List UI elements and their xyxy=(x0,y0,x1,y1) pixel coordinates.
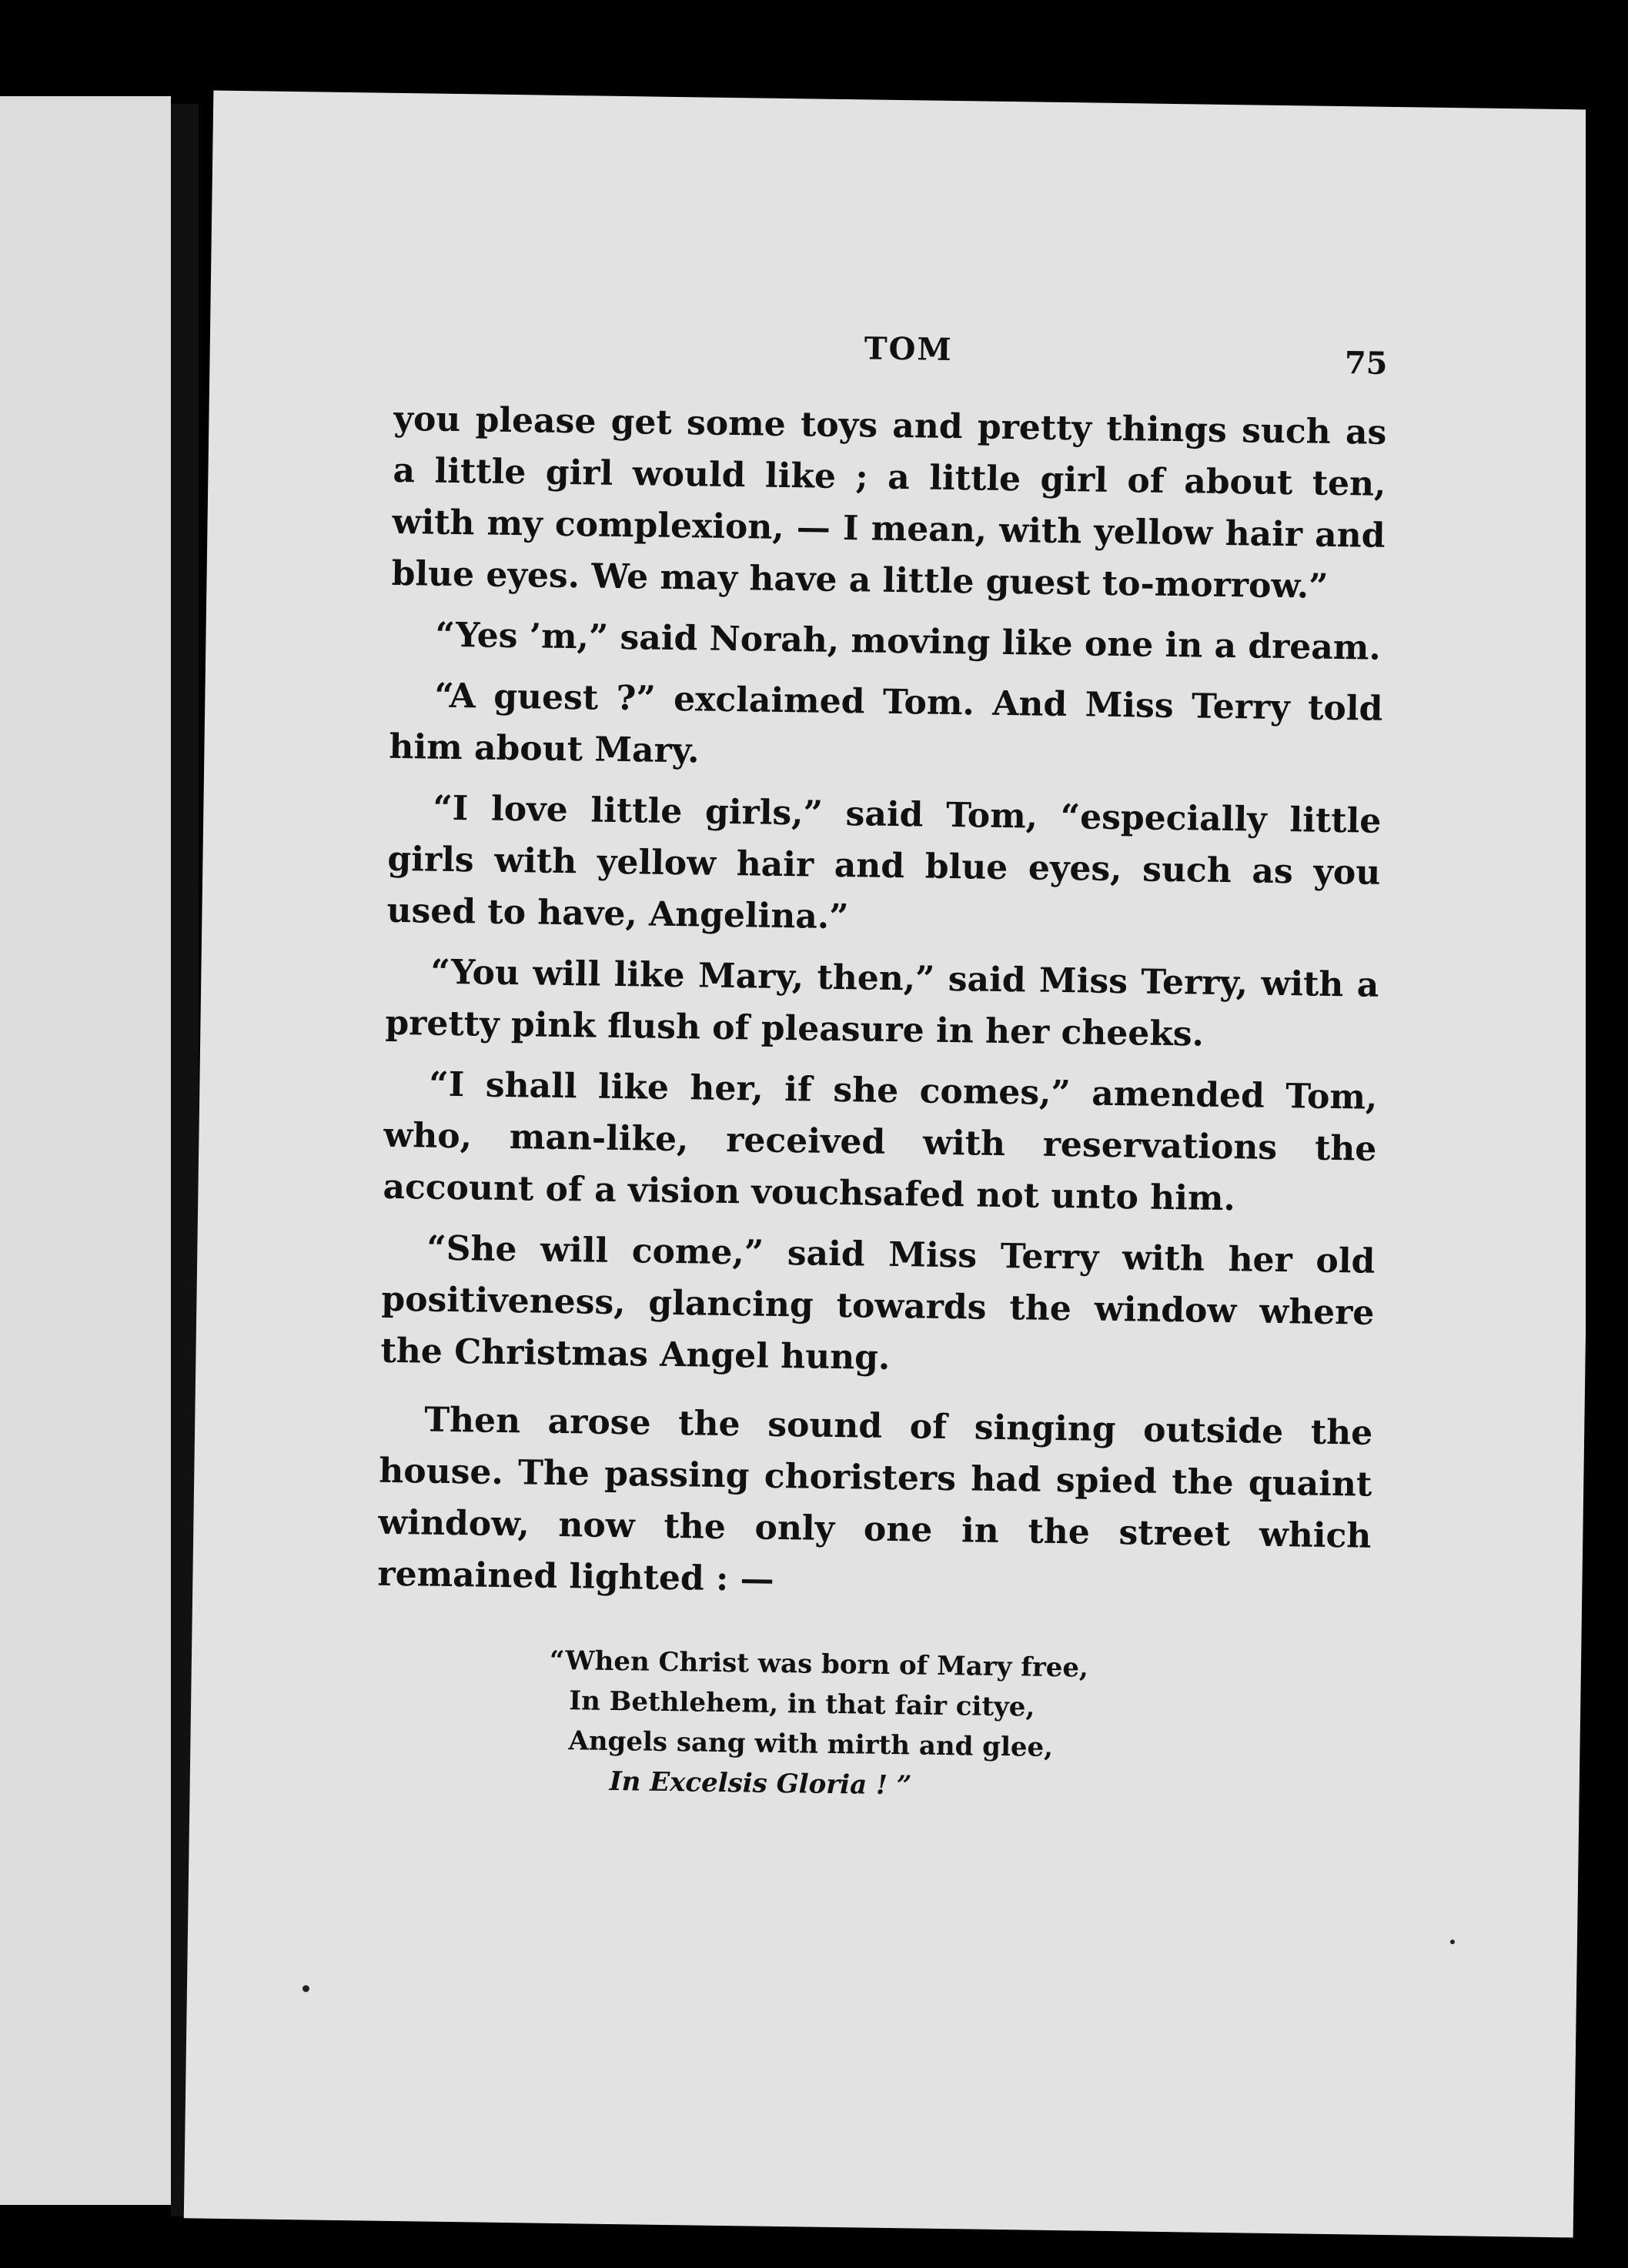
scan-speck xyxy=(1450,1939,1455,1944)
poem-line: In Bethlehem, in that fair citye, xyxy=(568,1685,1035,1723)
paragraph: “I love little girls,” said Tom, “especially little girls with yellow hair and blue eyes, such as you used to have, Angelina.” xyxy=(386,788,1382,937)
right-page xyxy=(184,91,1603,2238)
carol-verse xyxy=(547,1641,1369,1812)
running-head: TOM xyxy=(864,330,953,368)
left-page-edge xyxy=(0,96,171,2205)
page-header xyxy=(394,324,1388,399)
paragraph: “A guest ?” exclaimed Tom. And Miss Terry told him about Mary. xyxy=(389,676,1383,771)
body-text xyxy=(377,393,1387,1614)
paragraph: “She will come,” said Miss Terry with her old positiveness, glancing towards the window where the Christmas Angel hung. xyxy=(380,1228,1376,1378)
scan-border-right xyxy=(1586,0,1628,2268)
paragraph: “I shall like her, if she comes,” amended Tom, who, man-like, received with reservations the account of a vision vouchsafed not unto him. xyxy=(383,1064,1378,1219)
page-text-block xyxy=(374,324,1388,1812)
scan-speck xyxy=(303,1985,309,1992)
poem-line: “When Christ was born of Mary free, xyxy=(549,1645,1089,1684)
paragraph: “You will like Mary, then,” said Miss Terry, with a pretty pink flush of pleasure in her cheeks. xyxy=(385,952,1379,1054)
paragraph: Then arose the sound of singing outside the house. The passing choristers had spied the quaint window, now the only one in the street which remained lighted : — xyxy=(377,1400,1373,1599)
poem-line: In Excelsis Gloria ! ” xyxy=(609,1765,912,1802)
paragraph: you please get some toys and pretty things such as a little girl would like ; a little girl of about ten, with my complexion, — I mean, with yellow hair and blue eyes. We may have a little guest to-morrow.” xyxy=(391,399,1387,606)
page-number: 75 xyxy=(1344,345,1388,382)
poem-line: Angels sang with mirth and glee, xyxy=(568,1725,1054,1763)
paragraph: “Yes ’m,” said Norah, moving like one in a dream. xyxy=(435,615,1382,668)
